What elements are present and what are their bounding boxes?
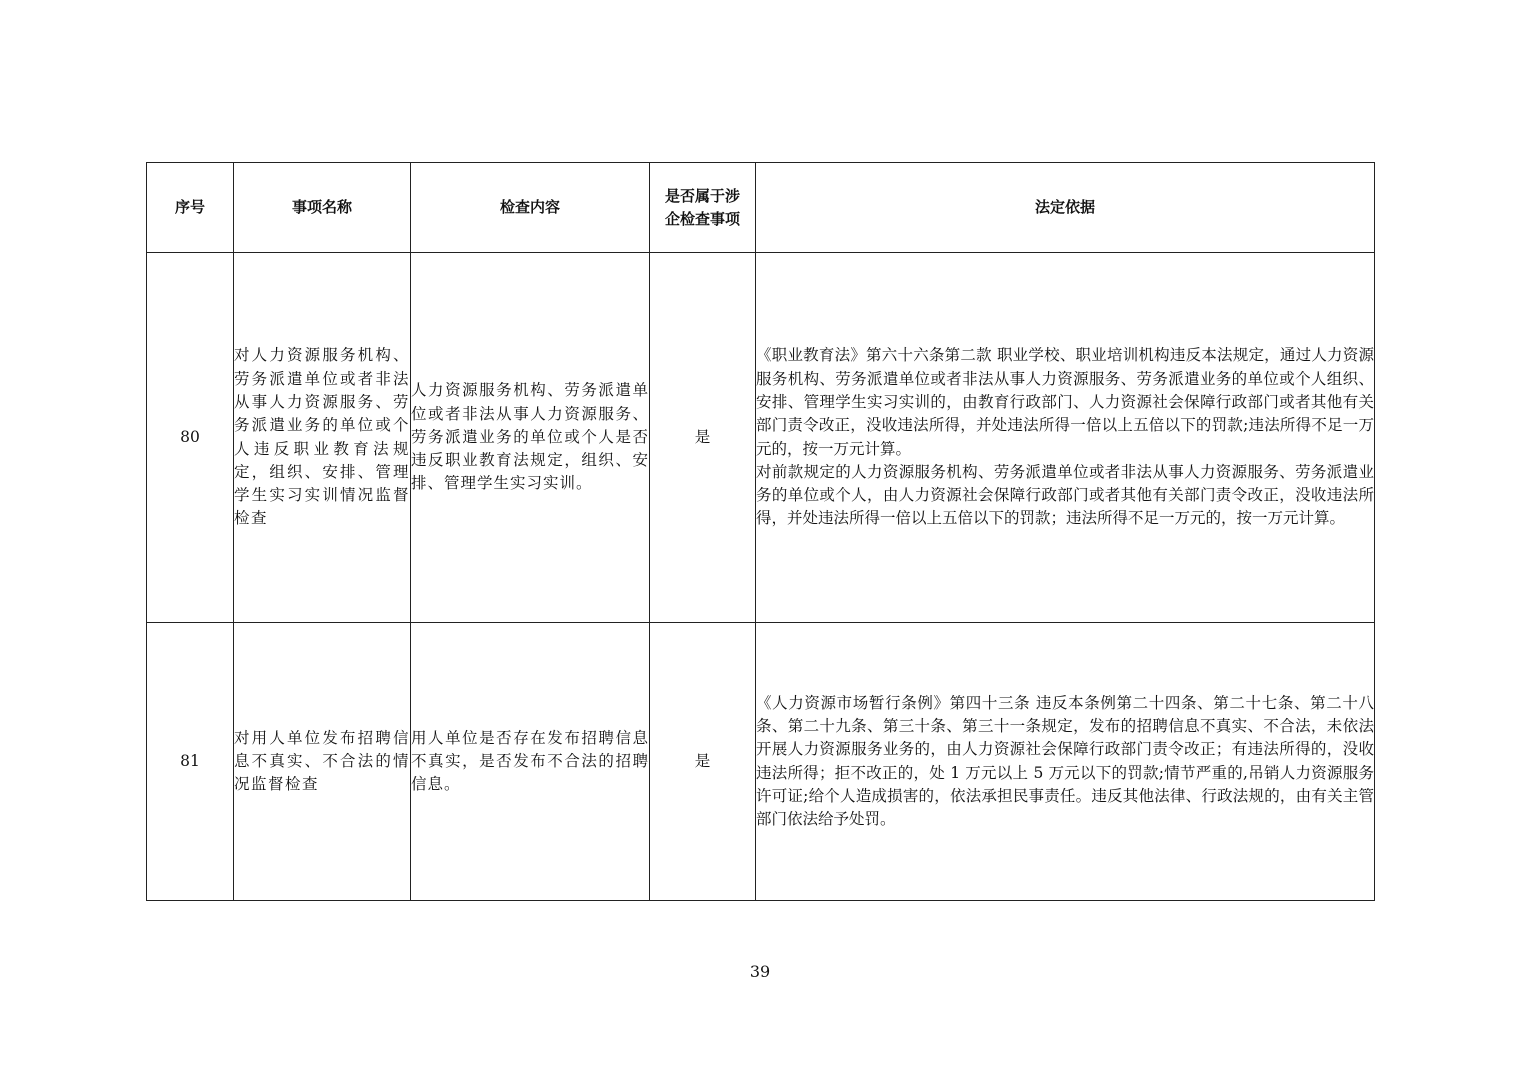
row-serial-number: 81 [147, 623, 234, 901]
table-row [147, 253, 1375, 623]
row-item-name: 对用人单位发布招聘信息不真实、不合法的情况监督检查 [234, 623, 411, 901]
inspection-items-table [146, 162, 1375, 901]
row-inspection-content: 人力资源服务机构、劳务派遣单位或者非法从事人力资源服务、劳务派遣业务的单位或个人是否违反职业教育法规定，组织、安排、管理学生实习实训。 [411, 253, 650, 623]
row-legal-basis [756, 253, 1375, 623]
legal-basis-paragraph: 《人力资源市场暂行条例》第四十三条 违反本条例第二十四条、第二十七条、第二十八条、第二十九条、第三十条、第三十一条规定，发布的招聘信息不真实、不合法，未依法开展人力资源服务业务的，由人力资源社会保障行政部门责令改正；有违法所得的，没收违法所得；拒不改正的，处 1 万元以上 5 万元以下的罚款;情节严重的,吊销人力资源服务许可证;给个人造成损害的，依法承担民事责任。违反其他法律、行政法规的，由有关主管部门依法给予处罚。 [756, 693, 1374, 829]
row-legal-basis [756, 623, 1375, 901]
row-is-enterprise: 是 [650, 623, 756, 901]
header-item-name: 事项名称 [234, 163, 411, 253]
legal-basis-paragraph: 《职业教育法》第六十六条第二款 职业学校、职业培训机构违反本法规定，通过人力资源服务机构、劳务派遣单位或者非法从事人力资源服务、劳务派遣业务的单位或个人组织、安排、管理学生实习实训的，由教育行政部门、人力资源社会保障行政部门或者其他有关部门责令改正，没收违法所得，并处违法所得一倍以上五倍以下的罚款;违法所得不足一万元的，按一万元计算。 [756, 346, 1374, 458]
page-number: 39 [749, 962, 771, 981]
row-serial-number: 80 [147, 253, 234, 623]
legal-basis-paragraph: 对前款规定的人力资源服务机构、劳务派遣单位或者非法从事人力资源服务、劳务派遣业务的单位或个人，由人力资源社会保障行政部门或者其他有关部门责令改正，没收违法所得，并处违法所得一倍以上五倍以下的罚款；违法所得不足一万元的，按一万元计算。 [756, 462, 1374, 528]
row-item-name: 对人力资源服务机构、劳务派遣单位或者非法从事人力资源服务、劳务派遣业务的单位或个人违反职业教育法规定，组织、安排、管理学生实习实训情况监督检查 [234, 253, 411, 623]
table-row [147, 623, 1375, 901]
header-inspection-content: 检查内容 [411, 163, 650, 253]
row-inspection-content: 用人单位是否存在发布招聘信息不真实，是否发布不合法的招聘信息。 [411, 623, 650, 901]
header-is-enterprise-inspection: 是否属于涉企检查事项 [650, 163, 756, 253]
table-header-row [147, 163, 1375, 253]
header-legal-basis: 法定依据 [756, 163, 1375, 253]
row-is-enterprise: 是 [650, 253, 756, 623]
header-serial-number: 序号 [147, 163, 234, 253]
